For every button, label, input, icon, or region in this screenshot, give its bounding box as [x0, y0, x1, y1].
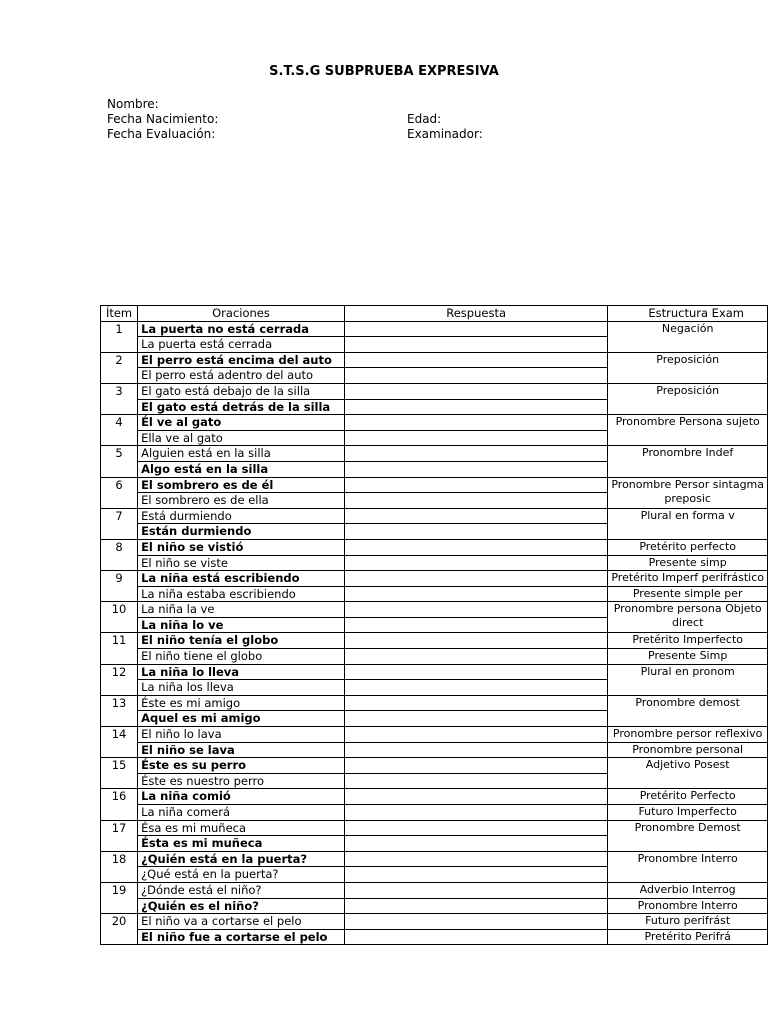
table-row	[101, 477, 768, 493]
table-row	[101, 508, 768, 524]
sentence-b: El niño tiene el globo	[138, 649, 345, 665]
response-cell-b[interactable]	[344, 680, 607, 696]
item-number: 8	[101, 539, 138, 570]
header-right	[407, 112, 483, 142]
header-left	[107, 97, 218, 142]
table-row	[101, 383, 768, 399]
sentence-a: ¿Quién está en la puerta?	[138, 851, 345, 867]
table-row	[101, 571, 768, 587]
response-cell-a[interactable]	[344, 820, 607, 836]
table-row	[101, 539, 768, 555]
response-cell-b[interactable]	[344, 555, 607, 571]
structure-cell: Pronombre Indef	[608, 446, 768, 477]
table-row	[101, 555, 768, 571]
structure-cell-b: Futuro Imperfecto	[608, 805, 768, 821]
item-number: 18	[101, 851, 138, 882]
structure-cell-b: Pretérito Perifrá	[608, 929, 768, 945]
sentence-a: La niña está escribiendo	[138, 571, 345, 587]
table-row	[101, 633, 768, 649]
table-header-row	[101, 306, 768, 322]
sentence-a: Alguien está en la silla	[138, 446, 345, 462]
sentence-b: Están durmiendo	[138, 524, 345, 540]
response-cell-b[interactable]	[344, 805, 607, 821]
response-cell-b[interactable]	[344, 430, 607, 446]
table-row	[101, 695, 768, 711]
sentence-b: Algo está en la silla	[138, 461, 345, 477]
sentence-b: El perro está adentro del auto	[138, 368, 345, 384]
structure-cell-a: Pretérito perfecto	[608, 539, 768, 555]
structure-cell-a: Adverbio Interrog	[608, 882, 768, 898]
structure-cell: Pronombre Persona sujeto	[608, 415, 768, 446]
item-number: 14	[101, 727, 138, 758]
structure-cell: Adjetivo Posest	[608, 758, 768, 789]
structure-cell-b: Pronombre Interro	[608, 898, 768, 914]
sentence-a: ¿Dónde está el niño?	[138, 882, 345, 898]
response-cell-a[interactable]	[344, 851, 607, 867]
table-body	[101, 321, 768, 945]
response-cell-a[interactable]	[344, 352, 607, 368]
response-cell-a[interactable]	[344, 477, 607, 493]
response-cell-b[interactable]	[344, 399, 607, 415]
table-row	[101, 789, 768, 805]
item-number: 7	[101, 508, 138, 539]
response-cell-b[interactable]	[344, 493, 607, 509]
table-row	[101, 742, 768, 758]
table-row	[101, 586, 768, 602]
test-table	[100, 305, 768, 945]
sentence-b: Aquel es mi amigo	[138, 711, 345, 727]
table-row	[101, 758, 768, 774]
response-cell-a[interactable]	[344, 789, 607, 805]
sentence-a: Él ve al gato	[138, 415, 345, 431]
structure-cell-b: Presente simple per	[608, 586, 768, 602]
response-cell-b[interactable]	[344, 836, 607, 852]
item-number: 13	[101, 695, 138, 726]
table-row	[101, 882, 768, 898]
item-number: 4	[101, 415, 138, 446]
response-cell-a[interactable]	[344, 695, 607, 711]
examinador-label: Examinador:	[407, 127, 483, 141]
response-cell-b[interactable]	[344, 773, 607, 789]
response-cell-a[interactable]	[344, 727, 607, 743]
table-row	[101, 929, 768, 945]
item-number: 5	[101, 446, 138, 477]
structure-cell-b: Presente Simp	[608, 649, 768, 665]
sentence-a: El niño tenía el globo	[138, 633, 345, 649]
item-number: 11	[101, 633, 138, 664]
response-cell-a[interactable]	[344, 633, 607, 649]
sentence-a: La puerta no está cerrada	[138, 321, 345, 337]
item-number: 15	[101, 758, 138, 789]
response-cell-a[interactable]	[344, 571, 607, 587]
header-oraciones: Oraciones	[138, 306, 345, 322]
response-cell-b[interactable]	[344, 867, 607, 883]
table-row	[101, 602, 768, 618]
response-cell-a[interactable]	[344, 508, 607, 524]
structure-cell-a: Pronombre persor reflexivo	[608, 727, 768, 743]
item-number: 19	[101, 882, 138, 913]
structure-cell: Preposición	[608, 383, 768, 414]
response-cell-b[interactable]	[344, 337, 607, 353]
structure-cell: Plural en pronom	[608, 664, 768, 695]
structure-cell-a: Pretérito Perfecto	[608, 789, 768, 805]
structure-cell-a: Pretérito Imperf perifrástico	[608, 571, 768, 587]
response-cell-b[interactable]	[344, 649, 607, 665]
sentence-a: El niño va a cortarse el pelo	[138, 914, 345, 930]
sentence-b: El niño se viste	[138, 555, 345, 571]
response-cell-a[interactable]	[344, 602, 607, 618]
structure-cell: Pronombre persona Objeto direct	[608, 602, 768, 633]
item-number: 20	[101, 914, 138, 945]
item-number: 12	[101, 664, 138, 695]
edad-label: Edad:	[407, 112, 442, 126]
response-cell-a[interactable]	[344, 758, 607, 774]
response-cell-a[interactable]	[344, 539, 607, 555]
sentence-a: Éste es su perro	[138, 758, 345, 774]
sentence-b: La niña comerá	[138, 805, 345, 821]
nombre-label: Nombre:	[107, 97, 159, 111]
sentence-a: Ésa es mi muñeca	[138, 820, 345, 836]
table-row	[101, 446, 768, 462]
item-number: 3	[101, 383, 138, 414]
structure-cell-a: Pretérito Imperfecto	[608, 633, 768, 649]
response-cell-a[interactable]	[344, 882, 607, 898]
sentence-a: Éste es mi amigo	[138, 695, 345, 711]
page-title: S.T.S.G SUBPRUEBA EXPRESIVA	[269, 64, 499, 79]
response-cell-a[interactable]	[344, 664, 607, 680]
table-row	[101, 851, 768, 867]
sentence-b: El gato está detrás de la silla	[138, 399, 345, 415]
structure-cell-b: Pronombre personal	[608, 742, 768, 758]
structure-cell: Pronombre Demost	[608, 820, 768, 851]
table-row	[101, 914, 768, 930]
sentence-a: El perro está encima del auto	[138, 352, 345, 368]
sentence-b: Ella ve al gato	[138, 430, 345, 446]
sentence-a: La niña la ve	[138, 602, 345, 618]
sentence-b: La niña estaba escribiendo	[138, 586, 345, 602]
structure-cell-a: Futuro perifrást	[608, 914, 768, 930]
structure-cell: Preposición	[608, 352, 768, 383]
structure-cell: Pronombre Interro	[608, 851, 768, 882]
sentence-b: El sombrero es de ella	[138, 493, 345, 509]
sentence-a: La niña lo lleva	[138, 664, 345, 680]
table-row	[101, 649, 768, 665]
table-row	[101, 727, 768, 743]
response-cell-b[interactable]	[344, 711, 607, 727]
item-number: 10	[101, 602, 138, 633]
sentence-a: El sombrero es de él	[138, 477, 345, 493]
fecha-evaluacion-label: Fecha Evaluación:	[107, 127, 216, 141]
sentence-b: La niña los lleva	[138, 680, 345, 696]
item-number: 6	[101, 477, 138, 508]
response-cell-a[interactable]	[344, 415, 607, 431]
item-number: 2	[101, 352, 138, 383]
table-row	[101, 664, 768, 680]
response-cell-b[interactable]	[344, 368, 607, 384]
response-cell-b[interactable]	[344, 586, 607, 602]
response-cell-b[interactable]	[344, 617, 607, 633]
item-number: 1	[101, 321, 138, 352]
response-cell-b[interactable]	[344, 929, 607, 945]
structure-cell: Pronombre Persor sintagma preposic	[608, 477, 768, 508]
response-cell-b[interactable]	[344, 898, 607, 914]
table-row	[101, 805, 768, 821]
sentence-a: Está durmiendo	[138, 508, 345, 524]
structure-cell: Plural en forma v	[608, 508, 768, 539]
header-respuesta: Respuesta	[344, 306, 607, 322]
item-number: 17	[101, 820, 138, 851]
sentence-b: El niño fue a cortarse el pelo	[138, 929, 345, 945]
response-cell-a[interactable]	[344, 446, 607, 462]
header-estructura: Estructura Exam	[608, 306, 768, 322]
response-cell-b[interactable]	[344, 524, 607, 540]
response-cell-a[interactable]	[344, 321, 607, 337]
sentence-b: La niña lo ve	[138, 617, 345, 633]
structure-cell-b: Presente simp	[608, 555, 768, 571]
fecha-nacimiento-label: Fecha Nacimiento:	[107, 112, 219, 126]
sentence-b: La puerta está cerrada	[138, 337, 345, 353]
response-cell-a[interactable]	[344, 914, 607, 930]
table-row	[101, 415, 768, 431]
table-row	[101, 352, 768, 368]
structure-cell: Pronombre demost	[608, 695, 768, 726]
response-cell-b[interactable]	[344, 742, 607, 758]
structure-cell: Negación	[608, 321, 768, 352]
sentence-b: ¿Qué está en la puerta?	[138, 867, 345, 883]
item-number: 16	[101, 789, 138, 820]
sentence-a: La niña comió	[138, 789, 345, 805]
table-row	[101, 820, 768, 836]
response-cell-b[interactable]	[344, 461, 607, 477]
sentence-a: El niño lo lava	[138, 727, 345, 743]
sentence-b: Éste es nuestro perro	[138, 773, 345, 789]
sentence-a: El niño se vistió	[138, 539, 345, 555]
item-number: 9	[101, 571, 138, 602]
sentence-b: ¿Quién es el niño?	[138, 898, 345, 914]
table-row	[101, 898, 768, 914]
sentence-b: El niño se lava	[138, 742, 345, 758]
header-item: Ítem	[101, 306, 138, 322]
sentence-b: Ésta es mi muñeca	[138, 836, 345, 852]
table-row	[101, 321, 768, 337]
sentence-a: El gato está debajo de la silla	[138, 383, 345, 399]
response-cell-a[interactable]	[344, 383, 607, 399]
